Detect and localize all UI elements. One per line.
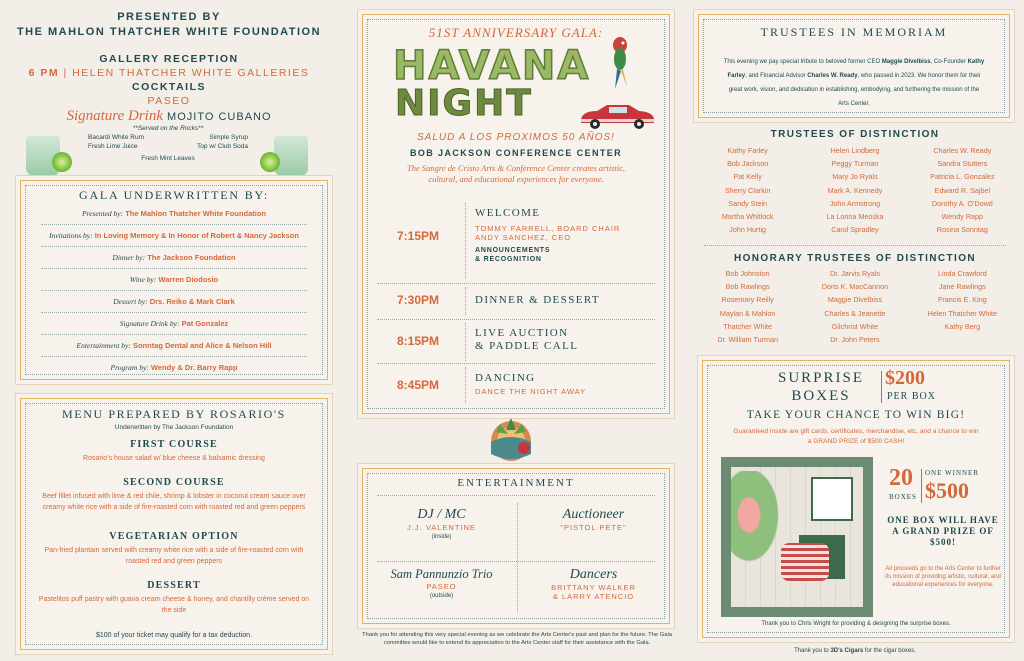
parrot-icon [607,31,633,91]
box-price: $200 [885,367,925,389]
entertainment-panel [362,468,670,624]
honorary-name: Linda Crawford [937,269,987,278]
honorary-name: Maggie Divelbiss [827,295,883,305]
honorary-name: Gilchrist White [831,321,879,331]
menu-course: DESSERT Pastelitos puff pastry with guava cream cheese & honey, and chantilly crème served on the side [38,580,310,614]
tax-note: $100 of your ticket may qualify for a tax deduction. [95,632,253,639]
cigar-thanks: Thank you to 3D's Cigars for the cigar boxes. [794,648,916,654]
underwritten-title: GALA UNDERWRITTEN BY: [78,188,270,202]
honorary-title: HONORARY TRUSTEES OF DISTINCTION [733,253,977,264]
honorary-name: Francis E. King [937,295,987,305]
signature-drink: Signature Drink MOJITO CUBANO [66,108,272,124]
memoriam-text: This evening we pay special tribute to beloved former CEO Maggie Divelbiss, Co-Founder Kathy Farley, and Financial Advisor Charles W. Ready, who passed in 2023. We honor them for their great work, vision, and dedication in establishing, embodying, and furthering the mission of the Arts Center. [723,59,985,107]
trustee-name: John Hurtig [729,225,767,235]
trustee-name: Kathy Farley [727,146,768,155]
vintage-car-icon [577,101,657,131]
menu-title: MENU PREPARED BY ROSARIO'S [62,407,286,421]
mojito-glass-icon [274,136,308,176]
trustee-name: La Lonna Meoska [826,212,884,222]
schedule-item: 8:45PM DANCING DANCE THE NIGHT AWAY [373,367,659,403]
trustee-name: Helen Lindberg [830,146,880,155]
honorary-name: Rosemary Reilly [721,295,774,305]
trustee-name: Peggy Turman [831,159,879,169]
tropical-emblem-icon [486,414,536,464]
drink-ingredients: **Served on the Rocks** Bacardi White Rum Simple Syrup Fresh Lime Juice Top w/ Club Soda Fresh Mint Leaves [88,125,248,162]
menu-course: SECOND COURSE Beef fillet infused with lime & red chile, shrimp & lobster in coconut cream sauce over creamy white rice with a side of fire-roasted corn with roasted red and green peppers [42,477,306,511]
distinction-title: TRUSTEES OF DISTINCTION [770,129,940,140]
trustee-name: Bob Jackson [727,159,769,169]
underwriter-line: Signature Drink by: Pat Gonzalez [41,313,307,335]
havana-logo: HAVANA [393,43,591,89]
schedule-item: 8:15PM LIVE AUCTION & PADDLE CALL [373,323,659,361]
honorary-name: Jane Rawlings [938,282,986,292]
underwriter-line: Dinner by: The Jackson Foundation [41,247,307,269]
underwriter-line: Wine by: Warren Diodosio [41,269,307,291]
trustee-name: Rosina Sonntag [936,225,988,235]
surprise-boxes-panel: SURPRISE BOXES $200 PER BOX TAKE YOUR CHANCE TO WIN BIG! Guaranteed inside are gift cards, certificates, merchandise, etc, and a chance to win a GRAND PRIZE of $500 CASH! 20 BOXES ONE WINNER $500 ONE BOX WILL HAVE A GRAND PRIZE OF $500! All proceeds go to the Arts Center to further its mission of providing artistic, cultural, and educational experiences for everyone. Thank you to Chris Wright for providing & designing the surprise boxes. [702,360,1010,638]
honorary-name: Kathy Berg [944,321,981,331]
underwritten-panel [20,180,328,380]
salud-tagline: SALUD A LOS PROXIMOS 50 AÑOS! [417,132,615,143]
honorary-name: Dr. Jarvis Ryals [830,269,880,278]
honorary-name: Maylan & Mahlon [719,308,776,318]
box-count: 20 [889,465,913,491]
presented-by: PRESENTED BY THE MAHLON THATCHER WHITE FOUNDATION [16,11,322,38]
trustee-name: Sandra Stutters [937,159,988,169]
entertainer: Dancers BRITTANY WALKER & LARRY ATENCIO [551,567,636,601]
surprise-title: SURPRISE BOXES [777,370,865,404]
trustee-name: Mary Jo Ryals [832,172,878,182]
honorary-name: Helen Thatcher White [927,308,998,318]
memoriam-title: TRUSTEES IN MEMORIAM [760,25,948,39]
entertainment-title: ENTERTAINMENT [457,477,575,489]
memoriam-panel [698,14,1010,118]
grand-prize: $500 [925,478,969,503]
night-logo: NIGHT [395,83,533,124]
trustee-name: Wendy Rapp [941,212,984,222]
honorary-name [909,333,1016,346]
honorary-name: Bob Johnston [725,269,770,278]
trustee-name: John Armstrong [829,198,881,208]
trustee-name: Mark A. Kennedy [827,185,883,195]
right-column [694,0,1016,661]
menu-course: FIRST COURSE Rosario's house salad w/ blue cheese & balsamic dressing [83,439,265,462]
entertainer: DJ / MC J.J. VALENTINE (inside) [407,507,476,540]
distinction-list [694,144,1016,236]
anniversary-title: 51ST ANNIVERSARY GALA: [428,25,604,40]
underwriter-line: Program by: Wendy & Dr. Barry Rapp [110,363,238,372]
trustee-name: Pat Kelly [733,172,762,182]
gallery-reception: GALLERY RECEPTION 6 PM | HELEN THATCHER WHITE GALLERIES COCKTAILS PASEO [28,53,310,107]
schedule-item: 7:15PM WELCOME TOMMY FARRELL, BOARD CHAIR ANDY SANCHEZ, CEO ANNOUNCEMENTS & RECOGNITION [373,203,659,279]
center-column [356,0,678,661]
menu-panel: MENU PREPARED BY ROSARIO'S Underwritten by The Jackson Foundation FIRST COURSE Rosario's house salad w/ blue cheese & balsamic dressing SECOND COURSE Beef fillet infused with lime & red chile, shrimp & lobster in coconut cream sauce over creamy white rice with a side of fire-roasted corn with roasted red and green peppers VEGETARIAN OPTION Pan-fried plantain served with creamy white rice with a side of fire-roasted corn with roasted red and green peppers DESSERT Pastelitos puff pastry with guava cream cheese & honey, and chantilly crème served on the side $100 of your ticket may qualify for a tax deduction. [20,398,328,650]
underwriter-line: Entertainment by: Sonntag Dental and Alice & Nelson Hill [41,335,307,357]
menu-course: VEGETARIAN OPTION Pan-fried plantain served with creamy white rice with a side of fire-roasted corn with roasted red and green peppers [44,531,304,565]
honorary-list [694,267,1016,346]
underwriter-line: Dessert by: Drs. Reiko & Mark Clark [41,291,307,313]
entertainer: Sam Pannunzio Trio PASEO (outside) [390,567,493,599]
lime-icon [52,152,72,172]
trustee-name: Carol Spradley [831,225,879,235]
venue-name: BOB JACKSON CONFERENCE CENTER [409,148,623,158]
underwriter-line: Presented by: The Mahlon Thatcher White Foundation [41,203,307,225]
schedule-item: 7:30PM DINNER & DESSERT [373,287,659,315]
honorary-name: Thatcher White [723,321,773,331]
trustee-name: Edward R. Sajbel [934,185,991,195]
lime-icon [260,152,280,172]
honorary-name: Dr. William Turman [717,335,779,345]
trustee-name: Sherry Clarkin [724,185,771,195]
honorary-name: Bob Rawlings [725,282,770,292]
honorary-name: Doris K. MacCannon [821,282,889,292]
entertainer: Auctioneer "PISTOL PETE" [560,507,627,532]
trustee-name: Dorothy A. O'Dowd [931,198,993,208]
surprise-box-photo [721,457,873,617]
trustee-name: Sandy Stein [728,198,768,208]
thank-you-note: Thank you for attending this very special evening as we celebrate the Arts Center's past and plan for the future. The Gala committee would like to extend its appreciation to the Arts Center staff for their assistance with the Gala. [361,632,673,646]
honorary-name: Dr. John Peters [830,335,880,345]
trustee-name: Martha Whitlock [721,212,774,222]
left-column [8,0,330,661]
take-chance-heading: TAKE YOUR CHANCE TO WIN BIG! [746,409,966,421]
trustee-name: Charles W. Ready [933,146,992,155]
underwriter-line: Invitations by: In Loving Memory & In Honor of Robert & Nancy Jackson [41,225,307,247]
mission-statement: The Sangre de Cristo Arts & Conference Center creates artistic, cultural, and educational experiences for everyone. [407,163,625,184]
trustee-name: Patricia L. Gonzalez [930,172,995,182]
gala-panel [362,14,670,414]
ribbon-bow-icon [781,543,829,581]
honorary-name: Charles & Jeanette [824,308,886,318]
